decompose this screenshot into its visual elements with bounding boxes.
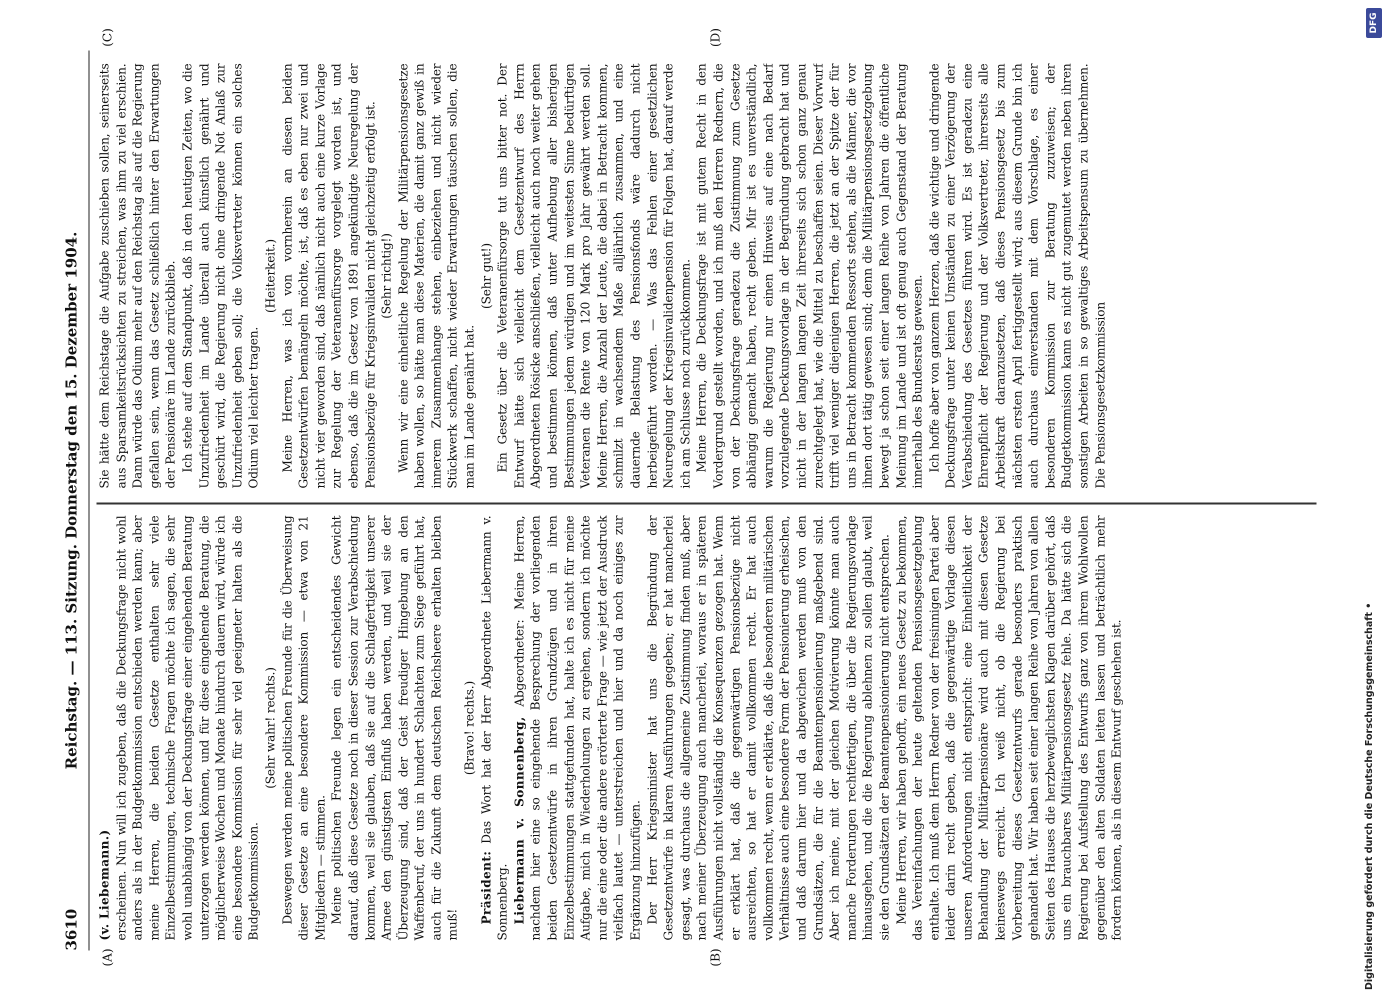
- margin-marker-a: (A): [100, 947, 114, 967]
- left-column: [96, 515, 1316, 940]
- reaction-note: (Sehr wahr! rechts.): [262, 666, 277, 789]
- page-title: Reichstag. — 113. Sitzung. Donnerstag den 15. Dezember 1904.: [62, 231, 80, 769]
- reaction-note: (Bravo! rechts.): [462, 680, 477, 775]
- paragraph: Meine Herren, wir haben gehofft, ein neues Gesetz zu bekommen, das Vereinfachungen der heute geltenden Pensionsgesetzgebung enthalte. Ich muß dem Herrn Redner von der freisinnigen Partei aber leider darin recht geben, daß die gegenwärtige Vorlage diesen unseren Anforderungen nicht entspricht: eine Einheitlichkeit der Behandlung der Militärpensionäre wird auch mit diesen Gesetze keineswegs erreicht. Ich weiß nicht, ob die Regierung bei Vorbereitung dieses Gesetzentwurfs gerade besonders praktisch gehandelt hat. Wir haben seit einer langen Reihe von Jahren von allen Seiten des Hauses die herzbeweglichsten Klagen darüber gehört, daß uns ein brauchbares Militärpensionsgesetz fehle. Da hätte sich die Regierung bei Aufstellung des Entwurfs ganz von ihrem Wohlwollen gegenüber den alten Soldaten leiten lassen und beträchtlich mehr fordern können, als in diesem Entwurf geschehen ist.: [893, 515, 1124, 940]
- column-divider: [96, 503, 1316, 505]
- right-column: [96, 63, 1316, 488]
- digitization-credit: [1363, 10, 1377, 990]
- header-rule: [88, 50, 89, 950]
- reaction-note: (Heiterkeit.): [262, 238, 277, 313]
- margin-marker-b: (B): [708, 947, 722, 967]
- paragraph: Meine Herren, die Deckungsfrage ist mit gutem Recht in den Vordergrund gestellt worden, und ich muß den Herren Rednern, die von der Deckungsfrage geradezu die Zustimmung zum Gesetze abhängig gemacht haben, recht geben. Mir ist es unverständlich, warum die Regierung nur einen Hinweis auf eine nach Bedarf vorzulegende Deckungsvorlage in der Begründung gebracht hat und nicht in der langen langen Zeit ihrerseits sich schon ganz genau zurechtgelegt hat, wie die Mittel zu beschaffen seien. Dieser Vorwurf trifft viel weniger diejenigen Herren, die jetzt an der Spitze der für uns in Betracht kommenden Ressorts stehen, als die Männer, die vor ihnen dort tätig gewesen sind; denn die Militärpensionsgesetzgebung bewegt ja schon seit einer langen Reihe von Jahren die öffentliche Meinung im Lande und ist oft genug auch Gegenstand der Beratung innerhalb des Bundesrats gewesen.: [694, 63, 925, 488]
- speaker-label: Präsident:: [478, 850, 493, 924]
- speech-paragraph: [511, 515, 644, 940]
- speech-text: Abgeordneter: Meine Herren, nachdem hier eine so eingehende Besprechung der vorliegenden beiden Gesetzentwürfe in ihren Grundzügen und in ihren Einzelbestimmungen stattgefunden hat, halte ich es nicht für meine Aufgabe, mich in Wiederholungen zu ergehen, sondern ich möchte nur die eine oder die andere erörterte Frage — wie jetzt der Ausdruck vielfach lautet — unterstreichen und hier und da noch einiges zur Ergänzung hinzufügen.: [511, 515, 642, 940]
- running-header: [62, 50, 86, 950]
- president-text: Das Wort hat der Herr Abgeordnete Liebermann v. Sonnenberg.: [478, 515, 510, 940]
- paragraph: Sie hätte dem Reichstage die Aufgabe zuschieben sollen, seinerseits aus Sparsamkeitsrücksichten zu streichen, was ihm zu viel erschien. Dann würde das Odium mehr auf den Reichstag als auf die Regierung gefallen sein, wenn das Gesetz schließlich hinter den Erwartungen der Pensionäre im Lande zurückblieb.: [97, 63, 178, 488]
- reaction-note: (Sehr richtig!): [379, 232, 394, 319]
- paragraph: Meine Herren, was ich von vornherein an diesen beiden Gesetzentwürfen bemängeln möchte, ist, daß es eben nur zwei und nicht vier geworden sind, daß nämlich nicht auch eine kurze Vorlage zur Regelung der Veteranenfürsorge vorgelegt worden ist, und ebenso, daß die im Gesetz von 1891 angekündigte Neuregelung der Pensionsbezüge für Kriegsinvaliden nicht gleichzeitig erfolgt ist.: [279, 63, 377, 488]
- margin-marker-d: (D): [708, 27, 722, 47]
- reaction-note: (Sehr gut!): [478, 242, 493, 309]
- paragraph: Ich hoffe aber von ganzem Herzen, daß die wichtige und dringende Deckungsfrage unter keinen Umständen zu einer Verzögerung der Verabschiedung des Gesetzes führen wird. Es ist geradezu eine Ehrenpflicht der Regierung und der Volksvertreter, ihrerseits alle Arbeitskraft daranzusetzen, daß dieses Pensionsgesetz bis zum nächsten ersten April fertiggestellt wird; aus diesem Grunde bin ich auch durchaus einverstanden mit dem Vorschlage, es einer besonderen Kommission zur Beratung zuzuweisen; der Budgetkommission kann es nicht gut zugemutet werden neben ihren sonstigen Arbeiten in so gewaltiges Arbeitspensum zu übernehmen. Die Pensionsgesetzkommission: [926, 63, 1107, 488]
- dfg-logo: DFG: [1366, 8, 1382, 38]
- paragraph: Meine politischen Freunde legen ein entscheidendes Gewicht darauf, daß diese Gesetze noch in dieser Session zur Verabschiedung kommen, weil sie glauben, daß sie auf die Schlagfertigkeit unserer Armee den günstigsten Einfluß haben werden, und weil sie der Überzeugung sind, daß der Geist freudiger Hingebung an den Waffenberuf, der uns in hundert Schlachten zum Siege geführt hat, auch für die Zukunft dem deutschen Reichsheere erhalten bleiben muß!: [329, 515, 460, 940]
- page-number: 3610: [62, 908, 80, 950]
- paragraph: Ich stehe auf dem Standpunkt, daß in den heutigen Zeiten, wo die Unzufriedenheit im Lande überall auch künstlich genährt und geschürt wird, die Regierung nicht ohne dringende Not Anlaß zur Unzufriedenheit geben soll; die Volksvertreter können ein solches Odium viel leichter tragen.: [179, 63, 261, 488]
- paragraph: Der Herr Kriegsminister hat uns die Begründung der Gesetzentwürfe in klaren Ausführungen gegeben; er hat mancherlei gesagt, was durchaus die allgemeine Zustimmung finden muß, aber nach meiner Überzeugung auch mancherlei, woraus er in späteren Ausführungen nicht vollständig die Konsequenzen gezogen hat. Wenn er erklärt hat, daß die gegenwärtigen Pensionsbezüge nicht ausreichten, so hat er damit vollkommen recht. Er hat auch vollkommen recht, wenn er erklärte, daß die besonderen militärischen Verhältnisse auch eine besondere Form der Pensionierung erheischen, und daß darum hier und da abgewichen werden muß von den Grundsätzen, die für die Beamtenpensionierung maßgebend sind. Aber ich meine, mit der gleichen Motivierung könnte man auch manche Forderungen rechtfertigen, die über die Regierungsvorlage hinausgehen, und die die Regierung ablehnen zu sollen glaubt, weil sie den Grundsätzen der Beamtenpensionierung nicht entsprechen.: [644, 515, 891, 940]
- speaker-continued-label: (v. Liebemann.): [97, 828, 111, 940]
- paragraph: Deswegen werden meine politischen Freunde für die Überweisung dieser Gesetze an eine besondere Kommission — etwa von 21 Mitgliedern — stimmen.: [279, 515, 327, 940]
- speaker-label: Liebermann v. Sonnenberg,: [511, 715, 526, 924]
- paragraph: Wenn wir eine einheitliche Regelung der Militärpensionsgesetze haben wollen, so hätte man diese Materien, die damit ganz gewiß in innerem Zusammenhange stehen, einbeziehen und nicht wieder Stückwerk schaffen, nicht wieder Erwartungen täuschen sollen, die man im Lande genährt hat.: [395, 63, 477, 488]
- paragraph: erscheinen. Nun will ich zugeben, daß die Deckungsfrage nicht wohl anders als in der Budgetkommission entschieden werden kann; aber meine Herren, die beiden Gesetze enthalten sehr viele Einzelbestimmungen, technische Fragen möchte ich sagen, die sehr wohl unabhängig von der Deckungsfrage einer eingehenden Beratung unterzogen werden können, und für diese eingehende Beratung, die möglicherweise Wochen und Monate hindurch dauern wird, würde ich eine besondere Kommission für sehr viel geeigneter halten als die Budgetkommission.: [113, 515, 261, 940]
- president-paragraph: [478, 515, 511, 940]
- digitization-credit-text: Digitalisierung gefördert durch die Deutsche Forschungsgemeinschaft •: [1364, 602, 1375, 990]
- margin-marker-c: (C): [100, 27, 114, 47]
- paragraph: Ein Gesetz über die Veteranenfürsorge tut uns bitter not. Der Entwurf hätte sich vielleicht dem Gesetzentwurf des Herrn Abgeordneten Rösicke anschließen, vielleicht auch noch weiter gehen und bestimmen können, daß unter Aufhebung aller bisherigen Bestimmungen jedem würdigen und im weitesten Sinne bedürftigen Veteranen die Rente von 120 Mark pro Jahr gewährt werden soll. Meine Herren, die Anzahl der Leute, die dabei in Betracht kommen, schmilzt in wachsendem Maße alljährlich zusammen, und eine dauernde Belastung des Pensionsfonds wäre dadurch nicht herbeigeführt worden. — Was das Fehlen einer gesetzlichen Neuregelung der Kriegsinvalidenpension für Folgen hat, darauf werde ich am Schlusse noch zurückkommen.: [495, 63, 692, 488]
